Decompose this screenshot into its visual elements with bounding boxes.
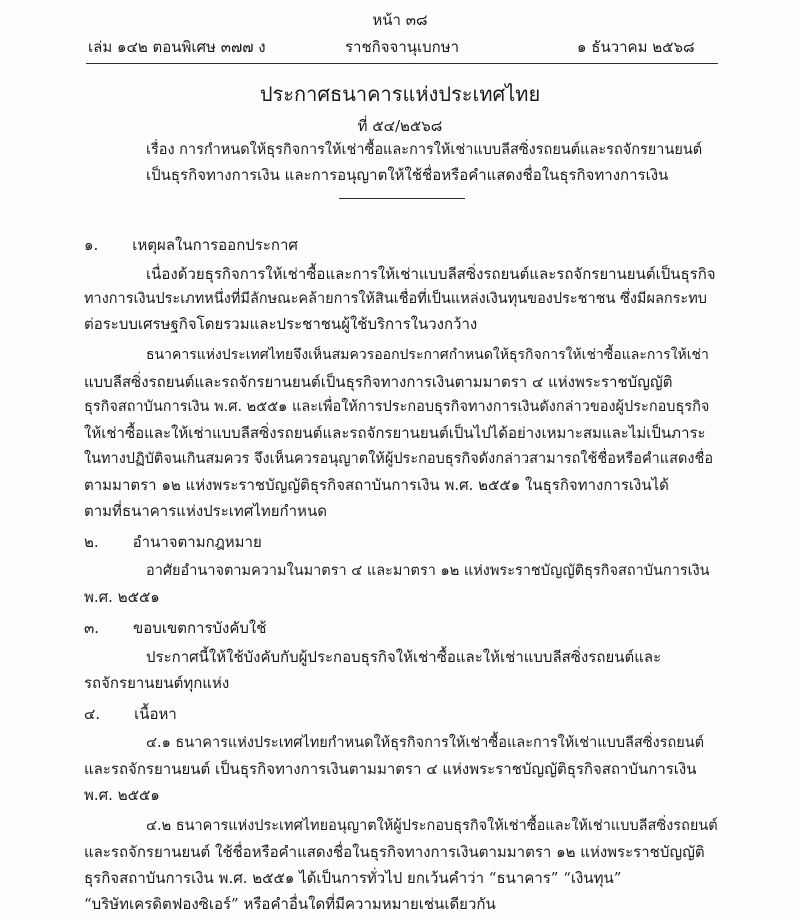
paragraph-line: รถจักรยานยนต์ทุกแห่ง [84, 674, 230, 692]
clause-line: “บริษัทเครดิตฟองซิเอร์” หรือคำอื่นใดที่มีความหมายเช่นเดียวกัน [84, 895, 496, 913]
section-heading [84, 233, 298, 257]
section-title: เนื้อหา [134, 705, 177, 723]
page-number: หน้า ๓๘ [372, 11, 428, 29]
clause-line: และรถจักรยานยนต์ ใช้ชื่อหรือคำแสดงชื่อในธุรกิจทางการเงินตามมาตรา ๑๒ แห่งพระราชบัญญัติ [84, 843, 705, 861]
paragraph-line: ประกาศนี้ให้ใช้บังคับกับผู้ประกอบธุรกิจให้เช่าซื้อและให้เช่าแบบลีสซิ่งรถยนต์และ [146, 648, 662, 666]
paragraph-line: ตามมาตรา ๑๒ แห่งพระราชบัญญัติธุรกิจสถาบันการเงิน พ.ศ. ๒๕๕๑ ในธุรกิจทางการเงินได้ [84, 476, 669, 494]
section-title: อำนาจตามกฎหมาย [132, 533, 262, 551]
section-number: ๓. [84, 619, 100, 637]
paragraph-line: ในทางปฏิบัติจนเกินสมควร จึงเห็นควรอนุญาตให้ผู้ประกอบธุรกิจดังกล่าวสามารถใช้ชื่อหรือคำแสดงชื่อ [84, 451, 714, 467]
section-number: ๒. [84, 533, 99, 551]
section-heading [84, 530, 262, 554]
notice-title: ประกาศธนาคารแห่งประเทศไทย [259, 82, 541, 106]
paragraph-line: ธนาคารแห่งประเทศไทยจึงเห็นสมควรออกประกาศกำหนดให้ธุรกิจการให้เช่าซื้อและการให้เช่า [146, 347, 709, 363]
clause-line: ๔.๑ ธนาคารแห่งประเทศไทยกำหนดให้ธุรกิจการให้เช่าซื้อและการให้เช่าแบบลีสซิ่งรถยนต์ [146, 735, 705, 751]
section-number: ๑. [84, 236, 99, 254]
section-heading [84, 702, 177, 726]
paragraph-line: อาศัยอำนาจตามความในมาตรา ๔ และมาตรา ๑๒ แห่งพระราชบัญญัติธุรกิจสถาบันการเงิน [146, 563, 710, 579]
paragraph-line: ธุรกิจสถาบันการเงิน พ.ศ. ๒๕๕๑ และเพื่อให้การประกอบธุรกิจทางการเงินดังกล่าวของผู้ประกอบธุรกิจ [84, 399, 710, 415]
header-rule [86, 63, 718, 64]
paragraph-line: พ.ศ. ๒๕๕๑ [84, 588, 160, 606]
clause-line: พ.ศ. ๒๕๕๑ [84, 786, 160, 804]
section-title: เหตุผลในการออกประกาศ [132, 236, 298, 254]
paragraph-line: เนื่องด้วยธุรกิจการให้เช่าซื้อและการให้เช่าแบบลีสซิ่งรถยนต์และรถจักรยานยนต์เป็นธุรกิจ [146, 265, 716, 283]
volume-issue: เล่ม ๑๔๒ ตอนพิเศษ ๓๗๗ ง [88, 38, 266, 56]
publication-date: ๑ ธันวาคม ๒๕๖๘ [577, 38, 695, 56]
paragraph-line: ทางการเงินประเภทหนึ่งที่มีลักษณะคล้ายการให้สินเชื่อที่เป็นแหล่งเงินทุนของประชาชน ซึ่งมีผลกระทบ [84, 291, 707, 307]
clause-line: และรถจักรยานยนต์ เป็นธุรกิจทางการเงินตามมาตรา ๔ แห่งพระราชบัญญัติธุรกิจสถาบันการเงิน [84, 760, 697, 778]
paragraph-line: ต่อระบบเศรษฐกิจโดยรวมและประชาชนผู้ใช้บริการในวงกว้าง [84, 315, 478, 333]
title-divider [339, 198, 465, 199]
section-heading [84, 616, 266, 640]
notice-subject-line: เป็นธุรกิจทางการเงิน และการอนุญาตให้ใช้ชื่อหรือคำแสดงชื่อในธุรกิจทางการเงิน [146, 166, 669, 184]
clause-line: ธุรกิจสถาบันการเงิน พ.ศ. ๒๕๕๑ ได้เป็นการทั่วไป ยกเว้นคำว่า “ธนาคาร” “เงินทุน” [84, 869, 622, 887]
publication-name: ราชกิจจานุเบกษา [345, 38, 460, 56]
paragraph-line: แบบลีสซิ่งรถยนต์และรถจักรยานยนต์เป็นธุรกิจทางการเงินตามมาตรา ๔ แห่งพระราชบัญญัติ [84, 373, 673, 391]
clause-line: ๔.๒ ธนาคารแห่งประเทศไทยอนุญาตให้ผู้ประกอบธุรกิจให้เช่าซื้อและให้เช่าแบบลีสซิ่งรถยนต์ [146, 818, 718, 834]
notice-number: ที่ ๕๔/๒๕๖๘ [357, 117, 443, 135]
paragraph-line: ให้เช่าซื้อและให้เช่าแบบลีสซิ่งรถยนต์และรถจักรยานยนต์เป็นไปได้อย่างเหมาะสมและไม่เป็นภาระ [84, 424, 706, 442]
section-number: ๔. [84, 705, 101, 723]
paragraph-line: ตามที่ธนาคารแห่งประเทศไทยกำหนด [84, 502, 327, 520]
notice-subject-line: เรื่อง การกำหนดให้ธุรกิจการให้เช่าซื้อและการให้เช่าแบบลีสซิ่งรถยนต์และรถจักรยานยนต์ [146, 142, 703, 158]
section-title: ขอบเขตการบังคับใช้ [133, 619, 267, 637]
